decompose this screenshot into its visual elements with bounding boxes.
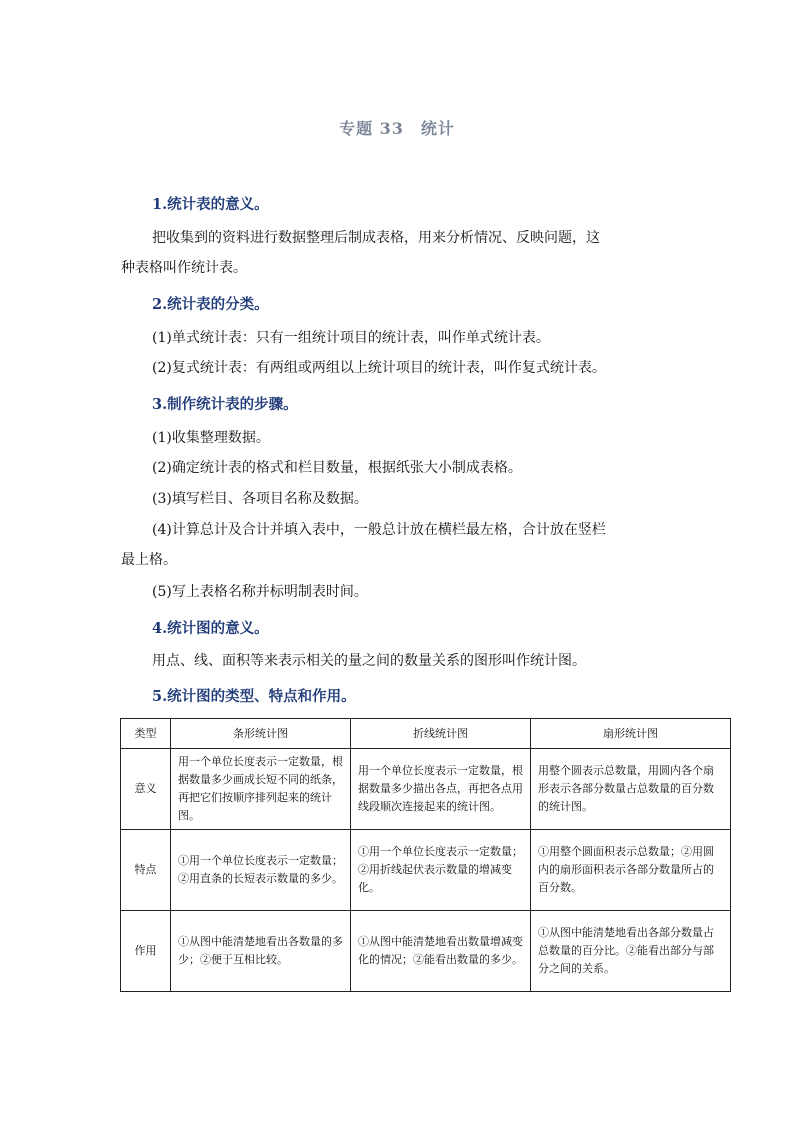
section-3-item-2: (2)确定统计表的格式和栏目数量，根据纸张大小制成表格。: [152, 460, 522, 476]
section-1-heading: 1.统计表的意义。: [152, 196, 269, 213]
table-header-cell: 类型: [121, 719, 171, 749]
table-cell: ①从图中能清楚地看出各数量的多少；②便于互相比较。: [171, 911, 351, 992]
section-5-heading: 5.统计图的类型、特点和作用。: [152, 688, 356, 705]
section-4-heading: 4.统计图的意义。: [152, 620, 269, 637]
table-row: [121, 911, 731, 992]
section-3-item-5: (5)写上表格名称并标明制表时间。: [152, 584, 368, 600]
section-4-text: 用点、线、面积等来表示相关的量之间的数量关系的图形叫作统计图。: [152, 653, 586, 669]
section-3-item-3: (3)填写栏目、各项目名称及数据。: [152, 491, 368, 507]
table-row-label: 意义: [121, 749, 171, 830]
table-cell: ①用一个单位长度表示一定数量；②用折线起伏表示数量的增减变化。: [351, 830, 531, 911]
section-2-heading: 2.统计表的分类。: [152, 296, 269, 313]
table-row: [121, 749, 731, 830]
table-cell: 用一个单位长度表示一定数量，根据数量多少描出各点，再把各点用线段顺次连接起来的统计图。: [351, 749, 531, 830]
table-cell: ①用整个圆面积表示总数量；②用圆内的扇形面积表示各部分数量所占的百分数。: [531, 830, 731, 911]
table-cell: 用整个圆表示总数量，用圆内各个扇形表示各部分数量占总数量的百分数的统计图。: [531, 749, 731, 830]
section-3-heading: 3.制作统计表的步骤。: [152, 396, 298, 413]
table-header-cell: 扇形统计图: [531, 719, 731, 749]
section-2-item-1: (1)单式统计表：只有一组统计项目的统计表，叫作单式统计表。: [152, 330, 550, 346]
table-header-row: [121, 719, 731, 749]
table-cell: ①用一个单位长度表示一定数量；②用直条的长短表示数量的多少。: [171, 830, 351, 911]
chart-types-table: [120, 718, 731, 992]
section-3-item-1: (1)收集整理数据。: [152, 430, 270, 446]
table-row-label: 作用: [121, 911, 171, 992]
section-3-item-4-line-2: 最上格。: [121, 552, 177, 568]
table-cell: ①从图中能清楚地看出数量增减变化的情况；②能看出数量的多少。: [351, 911, 531, 992]
table-header-cell: 折线统计图: [351, 719, 531, 749]
table-header-cell: 条形统计图: [171, 719, 351, 749]
table-row: [121, 830, 731, 911]
section-1-text-line-1: 把收集到的资料进行数据整理后制成表格，用来分析情况、反映问题，这: [152, 230, 600, 246]
table-cell: ①从图中能清楚地看出各部分数量占总数量的百分比。②能看出部分与部分之间的关系。: [531, 911, 731, 992]
section-1-text-line-2: 种表格叫作统计表。: [121, 260, 247, 276]
section-3-item-4-line-1: (4)计算总计及合计并填入表中，一般总计放在横栏最左格，合计放在竖栏: [152, 522, 606, 538]
section-2-item-2: (2)复式统计表：有两组或两组以上统计项目的统计表，叫作复式统计表。: [152, 360, 606, 376]
table-row-label: 特点: [121, 830, 171, 911]
page-title: 专题 33 统计: [339, 119, 455, 138]
table-cell: 用一个单位长度表示一定数量，根据数量多少画成长短不同的纸条，再把它们按顺序排列起来的统计图。: [171, 749, 351, 830]
